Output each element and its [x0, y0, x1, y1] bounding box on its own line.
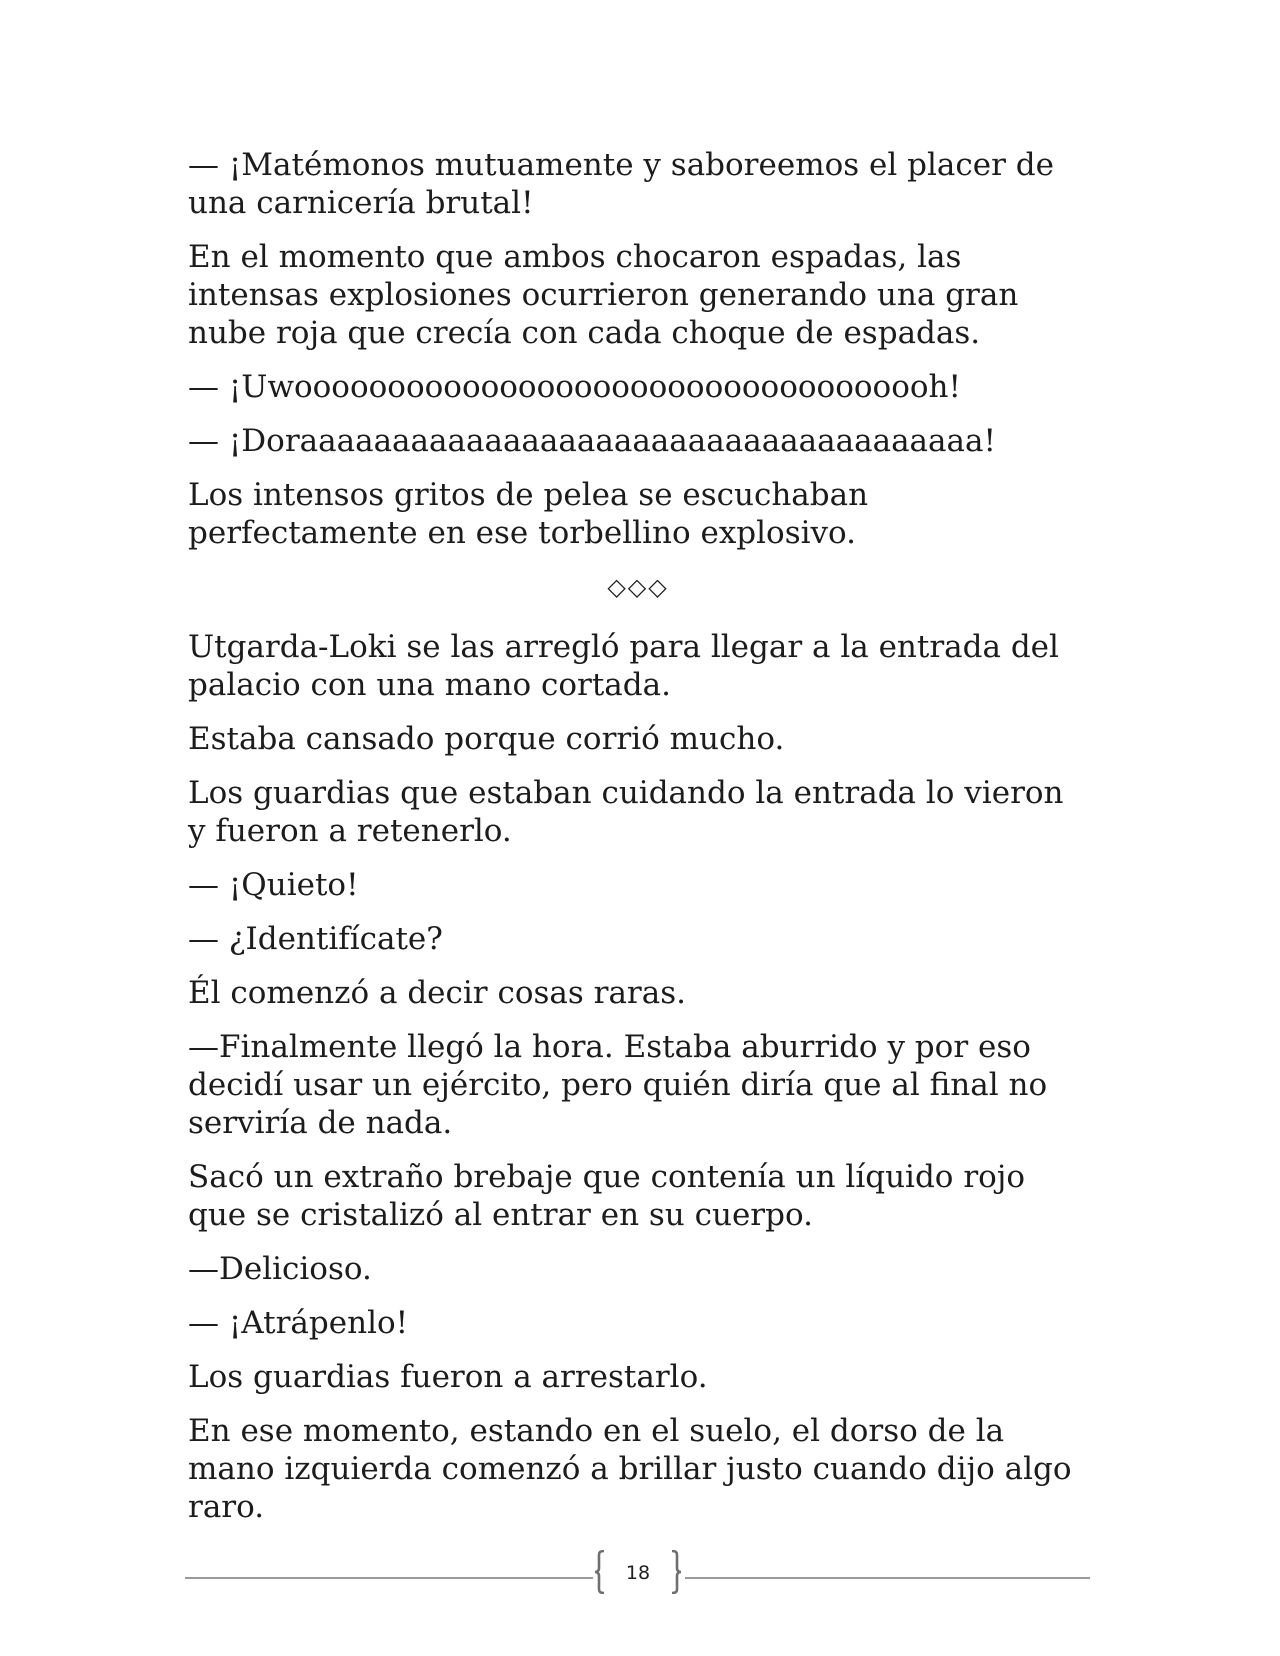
scene-break-divider: ◇◇◇ [607, 573, 669, 601]
left-bracket-icon [594, 1550, 606, 1594]
paragraph: En ese momento, estando en el suelo, el dorso de la mano izquierda comenzó a brillar justo cuando dijo algo raro. [188, 1413, 1072, 1525]
paragraph: Los guardias que estaban cuidando la entrada lo vieron y fueron a retenerlo. [188, 775, 1064, 849]
footer-rule-left [185, 1577, 593, 1579]
paragraph: — ¡Quieto! [188, 867, 359, 903]
paragraph: Los guardias fueron a arrestarlo. [188, 1359, 708, 1395]
paragraph: Los intensos gritos de pelea se escuchaban perfectamente en ese torbellino explosivo. [188, 477, 869, 551]
paragraph: Estaba cansado porque corrió mucho. [188, 721, 785, 757]
right-bracket-icon [670, 1550, 682, 1594]
paragraph: — ¡Atrápenlo! [188, 1305, 409, 1341]
footer-rule-right [685, 1577, 1090, 1579]
paragraph: — ¡Uwooooooooooooooooooooooooooooooooooh! [188, 369, 961, 405]
paragraph: Sacó un extraño brebaje que contenía un líquido rojo que se cristalizó al entrar en su cuerpo. [188, 1159, 1026, 1233]
paragraph: — ¡Matémonos mutuamente y saboreemos el placer de una carnicería brutal! [188, 147, 1054, 221]
paragraph: Él comenzó a decir cosas raras. [188, 975, 686, 1011]
paragraph: — ¿Identifícate? [188, 921, 443, 957]
page-footer [185, 1550, 1090, 1602]
paragraph: —Delicioso. [188, 1251, 372, 1287]
paragraph: —Finalmente llegó la hora. Estaba aburrido y por eso decidí usar un ejército, pero quién diría que al final no serviría de nada. [188, 1029, 1048, 1141]
paragraph: Utgarda-Loki se las arregló para llegar a la entrada del palacio con una mano cortada. [188, 629, 1059, 703]
page-body [188, 146, 1088, 1542]
paragraph: En el momento que ambos chocaron espadas, las intensas explosiones ocurrieron generando una gran nube roja que crecía con cada choque de espadas. [188, 239, 1019, 351]
page-number: 18 [625, 1562, 651, 1584]
paragraph: — ¡Doraaaaaaaaaaaaaaaaaaaaaaaaaaaaaaaaaaaaa! [188, 423, 996, 459]
